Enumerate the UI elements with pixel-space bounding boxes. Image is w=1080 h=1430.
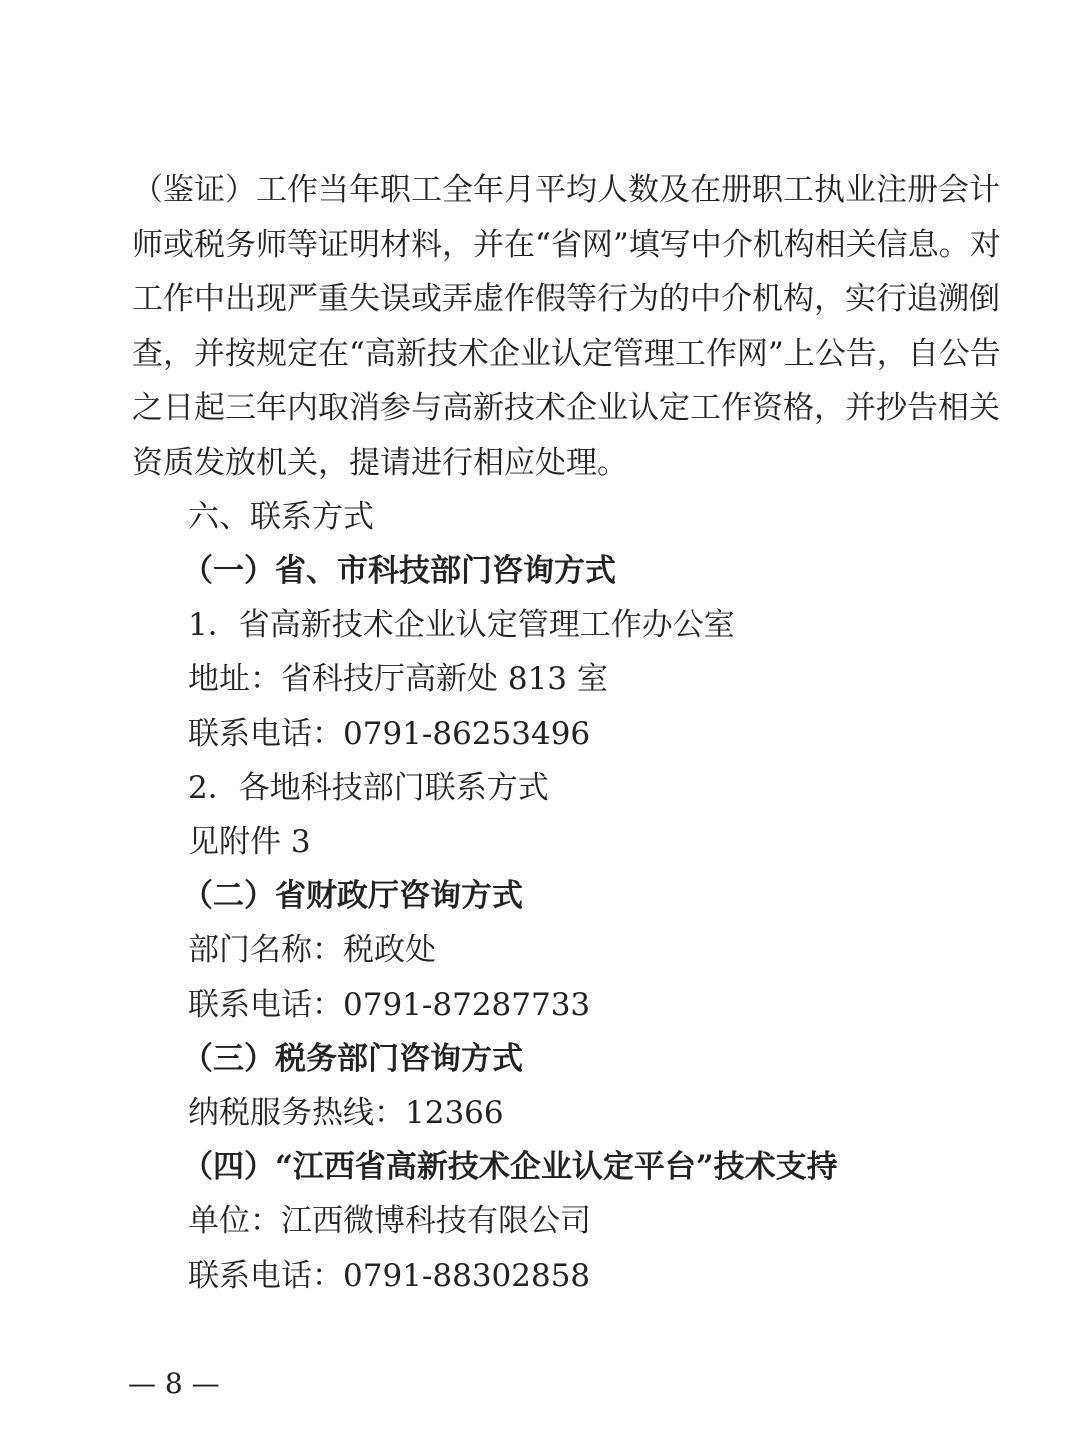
paragraph-line: （鉴证）工作当年职工全年月平均人数及在册职工执业注册会计 — [132, 172, 1000, 208]
address-line: 地址：省科技厅高新处 813 室 — [188, 661, 608, 697]
subsection-heading: （二）省财政厅咨询方式 — [182, 878, 523, 914]
paragraph-line: 查，并按规定在“高新技术企业认定管理工作网”上公告，自公告 — [132, 336, 1001, 372]
phone-line: 联系电话：0791-86253496 — [188, 716, 591, 752]
unit-line: 单位：江西微博科技有限公司 — [188, 1203, 591, 1239]
paragraph-line: 之日起三年内取消参与高新技术企业认定工作资格，并抄告相关 — [132, 390, 1000, 426]
paragraph-line: 工作中出现严重失误或弄虚作假等行为的中介机构，实行追溯倒 — [132, 281, 1000, 317]
list-item: 1．省高新技术企业认定管理工作办公室 — [188, 607, 735, 643]
hotline-line: 纳税服务热线：12366 — [188, 1095, 504, 1131]
phone-line: 联系电话：0791-88302858 — [188, 1258, 591, 1294]
subsection-heading: （一）省、市科技部门咨询方式 — [182, 553, 616, 589]
section-heading: 六、联系方式 — [188, 499, 374, 535]
paragraph-line: 资质发放机关，提请进行相应处理。 — [132, 445, 628, 481]
paragraph-line: 师或税务师等证明材料，并在“省网”填写中介机构相关信息。对 — [132, 227, 1001, 263]
subsection-heading: （三）税务部门咨询方式 — [182, 1041, 523, 1077]
department-line: 部门名称：税政处 — [188, 932, 436, 968]
list-item: 2．各地科技部门联系方式 — [188, 770, 549, 806]
subsection-heading: （四）“江西省高新技术企业认定平台”技术支持 — [182, 1149, 838, 1185]
phone-line: 联系电话：0791-87287733 — [188, 987, 591, 1023]
attachment-reference: 见附件 3 — [188, 824, 311, 860]
page-number: — 8 — — [128, 1367, 220, 1400]
